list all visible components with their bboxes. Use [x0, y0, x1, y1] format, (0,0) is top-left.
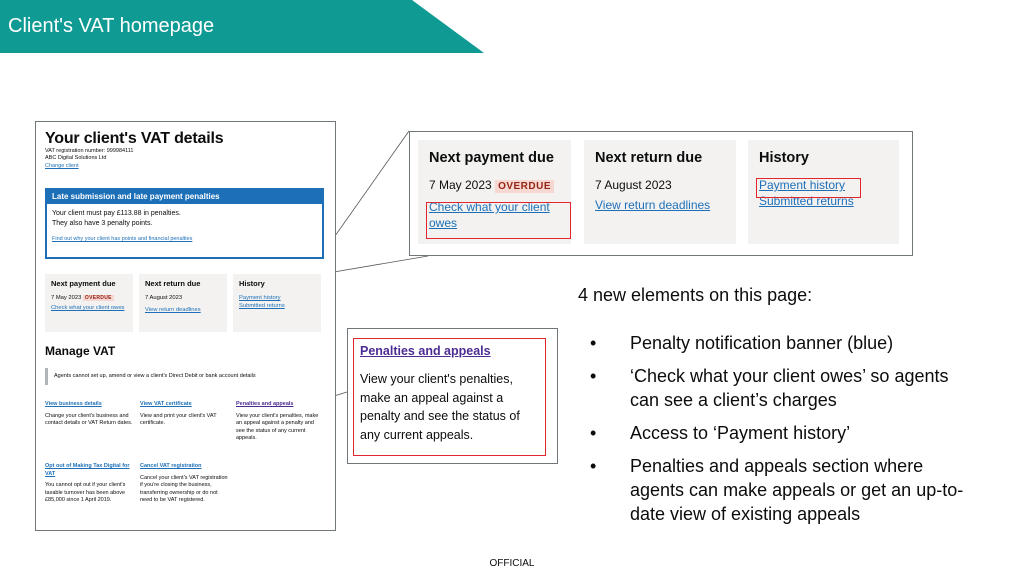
manage-vat-heading: Manage VAT — [45, 344, 116, 358]
card-title: Next payment due — [429, 150, 554, 166]
zoomed-summary-cards — [409, 131, 913, 256]
submitted-returns-link[interactable]: Submitted returns — [759, 194, 854, 208]
card-title: History — [759, 150, 809, 166]
return-date: 7 August 2023 — [595, 178, 672, 192]
highlight-check-owes — [426, 202, 571, 239]
slide-title: Client's VAT homepage — [8, 15, 215, 37]
manage-item-text: View and print your client's VAT certificate. — [140, 412, 217, 426]
next-return-card — [139, 274, 227, 332]
submitted-returns-link[interactable]: Submitted returns — [239, 303, 285, 309]
check-client-owes-link[interactable]: Check what your client owes — [51, 305, 125, 311]
list-item: • Penalties and appeals section where agents can make appeals or get an up-to-date view of existing appeals — [590, 456, 964, 524]
list-item: • ‘Check what your client owes’ so agents can see a client’s charges — [590, 366, 949, 410]
overdue-badge: OVERDUE — [495, 180, 554, 193]
view-business-details-link[interactable]: View business details — [45, 401, 102, 407]
classification-footer: OFFICIAL — [489, 558, 535, 569]
bullet: • — [590, 423, 597, 443]
history-card — [233, 274, 321, 332]
view-vat-certificate-link[interactable]: View VAT certificate — [140, 401, 192, 407]
page-title: Your client's VAT details — [45, 130, 224, 147]
penalties-and-appeals-link[interactable]: Penalties and appeals — [360, 344, 491, 358]
payment-history-link[interactable]: Payment history — [759, 178, 846, 192]
client-vat-page-mock — [35, 121, 336, 531]
vat-registration-number: VAT registration number: 999984111 — [45, 148, 134, 154]
view-return-deadlines-link[interactable]: View return deadlines — [595, 198, 711, 212]
zoomed-penalties-section — [347, 328, 558, 464]
manage-item-text: You cannot opt out if your client's taxable turnover has been above £85,000 since 1 April 2019. — [45, 482, 126, 503]
banner-penalties-link[interactable]: Find out why your client has points and financial penalties — [52, 236, 193, 242]
change-client-link[interactable]: Change client — [45, 163, 79, 169]
highlight-payment-history — [756, 178, 861, 198]
overdue-badge: OVERDUE — [84, 295, 112, 301]
banner-heading: Late submission and late payment penalties — [47, 190, 322, 204]
manage-item-text: Change your client's business and contact details or VAT Return dates. — [45, 412, 133, 426]
list-item: • Penalty notification banner (blue) — [590, 333, 894, 353]
penalty-notification-banner — [45, 188, 324, 259]
manage-item — [45, 401, 133, 428]
notes-list — [590, 331, 970, 535]
opt-out-mtd-link[interactable]: Opt out of Making Tax Digital for VAT — [45, 463, 130, 477]
bullet: • — [590, 333, 597, 353]
manage-item — [140, 401, 228, 428]
bullet: • — [590, 366, 597, 386]
cancel-vat-registration-link[interactable]: Cancel VAT registration — [140, 463, 202, 469]
payment-date: 7 May 2023 — [51, 295, 82, 301]
manage-item-text: View your client's penalties, make an appeal against a penalty and see the status of any current appeals. — [236, 412, 319, 441]
penalties-description: View your client's penalties, make an appeal against a penalty and see the status of any current appeals. — [360, 372, 520, 442]
card-title: Next return due — [145, 279, 201, 288]
payment-date: 7 May 2023 — [429, 178, 492, 192]
agent-restriction-inset: Agents cannot set up, amend or view a client's Direct Debit or bank account details — [45, 368, 256, 385]
notes-heading: 4 new elements on this page: — [578, 285, 813, 305]
view-return-deadlines-link[interactable]: View return deadlines — [145, 307, 201, 313]
card-title: History — [239, 279, 265, 288]
next-payment-card — [45, 274, 133, 332]
list-item: • Access to ‘Payment history’ — [590, 423, 851, 443]
check-client-owes-link[interactable]: Check what your client owes — [429, 200, 550, 230]
manage-item — [140, 463, 228, 505]
manage-item — [236, 401, 324, 443]
highlight-penalties-appeals — [353, 338, 546, 456]
connector-top-lower — [322, 256, 428, 274]
payment-history-link[interactable]: Payment history — [239, 295, 281, 301]
zoom-next-return-card — [584, 140, 736, 244]
banner-penalty-amount: Your client must pay £113.88 in penalties. — [52, 210, 181, 217]
banner-penalty-points: They also have 3 penalty points. — [52, 219, 153, 227]
manage-item-text: Cancel your client's VAT registration if you're closing the business, transferring ownership or do not need to be VAT registered. — [140, 474, 228, 503]
manage-item — [45, 463, 133, 505]
company-name: ABC Digital Solutions Ltd — [45, 155, 107, 161]
bullet: • — [590, 456, 597, 476]
penalties-and-appeals-link[interactable]: Penalties and appeals — [236, 401, 294, 407]
card-title: Next payment due — [51, 279, 116, 288]
return-date: 7 August 2023 — [145, 295, 183, 301]
card-title: Next return due — [595, 150, 703, 166]
